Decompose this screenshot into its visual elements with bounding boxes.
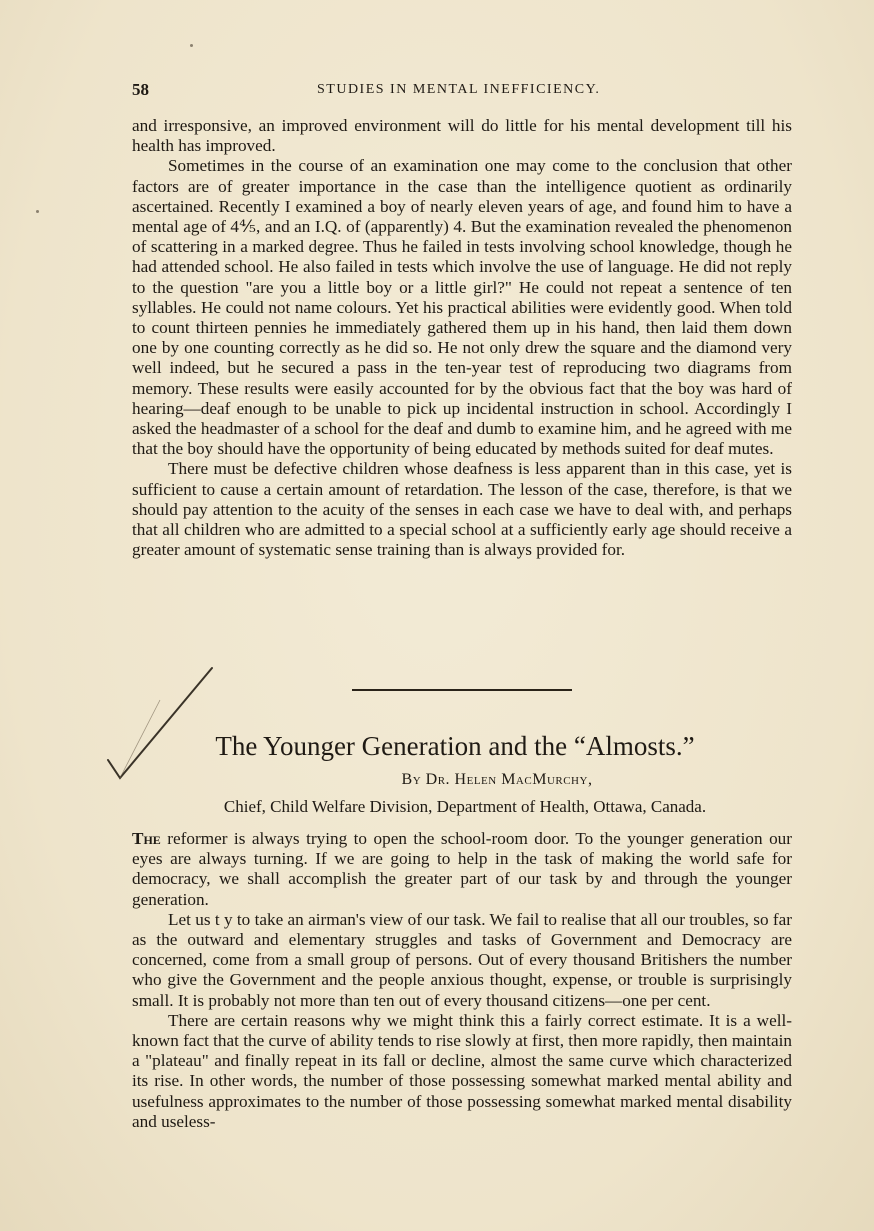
first-paragraph-text: reformer is always trying to open the school-room door. To the younger generation our eyes are always turning. If we are going to help in the task of making the world safe for democracy, we shall accomplish the greater part of our task by and through the younger generation. [132,829,792,909]
deafness-paragraph: There must be defective children whose deafness is less apparent than in this case, yet is sufficient to cause a certain amount of retardation. The lesson of the case, therefore, is that we should pay attention to the acuity of the senses in each case we have to deal with, and perhaps that all children who are admitted to a special school at a sufficiently early age should receive a greater amount of systematic sense training than is always provided for. [132,459,792,560]
paper-speck [36,210,39,213]
paper-speck [190,44,193,47]
scattering-paragraph: Sometimes in the course of an examination one may come to the conclusion that other factors are of greater importance in the case than the intelligence quotient as ordinarily ascertained. Recently I examined a boy of nearly eleven years of age, and found him to have a mental age of 4⅘, and an I.Q. of (apparently) 4. But the examination revealed the phenomenon of scattering in a marked degree. Thus he failed in tests involving school knowledge, though he had attended school. He also failed in tests which involve the use of language. He did not reply to the question "are you a little boy or a little girl?" He could not repeat a sentence of ten syllables. He could not name colours. Yet his practical abilities were evidently good. When told to count thirteen pennies he immediately gathered them up in his hand, then laid them down one by one counting correctly as he did so. He not only drew the square and the diamond very well indeed, but he secured a pass in the ten-year test of reproducing two diagrams from memory. These results were easily accounted for by the obvious fact that the boy was hard of hearing—deaf enough to be unable to pick up incidental instruction in school. Accordingly I asked the headmaster of a school for the deaf and dumb to examine him, and he agreed with me that the boy should have the opportunity of being educated by methods suited for deaf mutes. [132,156,792,459]
continued-paragraph: and irresponsive, an improved environment will do little for his mental development till his health has improved. [132,116,792,156]
article-first-paragraph [132,829,792,910]
lead-word: The [132,829,161,848]
running-head: STUDIES IN MENTAL INEFFICIENCY. [317,82,601,97]
article-byline: By Dr. Helen MacMurchy, [401,771,593,788]
article-body [132,829,792,1132]
author-affiliation: Chief, Child Welfare Division, Department of Health, Ottawa, Canada. [223,797,707,816]
page-header [132,80,792,102]
page-number: 58 [132,80,149,99]
article-title: The Younger Generation and the “Almosts.” [215,731,695,761]
airman-paragraph: Let us t y to take an airman's view of our task. We fail to realise that all our troubles, so far as the outward and elementary struggles and tasks of Government and Democracy are concerned, come from a small group of persons. Out of every thousand Britishers the number who give the Government and the people anxious thought, expense, or trouble is surprisingly small. It is probably not more than ten out of every thousand citizens—one per cent. [132,909,792,1010]
continued-section [132,116,792,560]
estimate-paragraph: There are certain reasons why we might think this a fairly correct estimate. It is a well-known fact that the curve of ability tends to rise slowly at first, then more rapidly, then maintain a "plateau" and finally repeat in its fall or decline, almost the same curve which characterized its rise. In other words, the number of those possessing somewhat marked mental ability and usefulness approximates to the number of those possessing somewhat marked mental disability and useless- [132,1010,792,1131]
section-divider [352,689,572,691]
